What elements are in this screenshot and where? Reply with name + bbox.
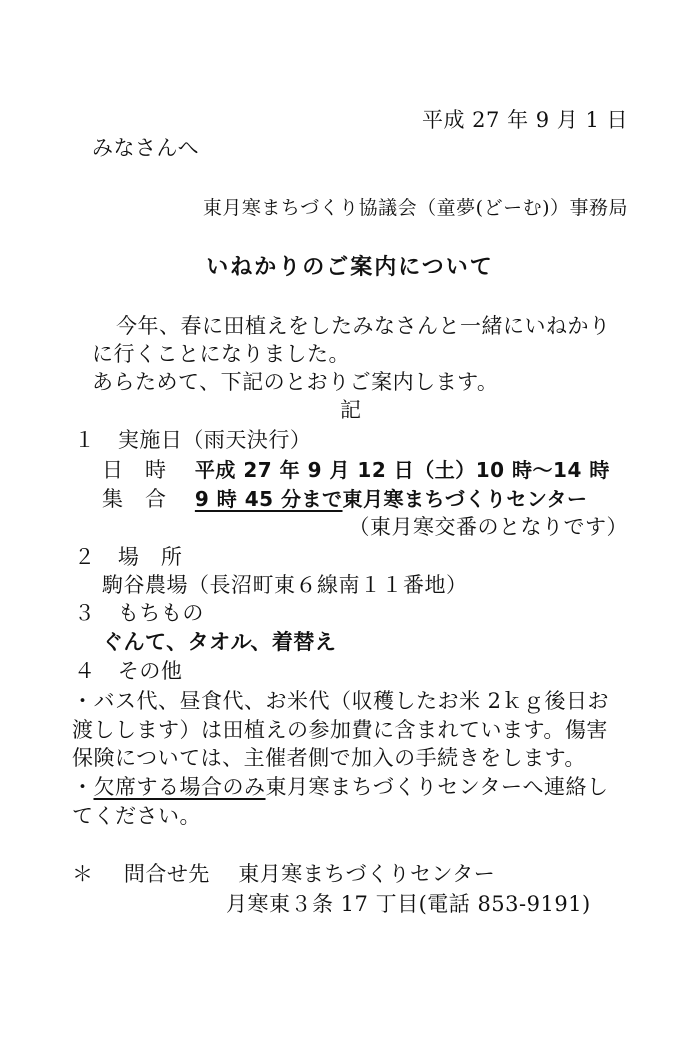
sender: 東月寒まちづくり協議会（童夢(どーむ)）事務局 [202,197,628,219]
item4-bullet1-line2: 渡しします）は田植えの参加費に含まれています。傷害 [72,718,608,742]
contact-mark: ＊ [72,862,94,886]
item1-label: 実施日（雨天決行） [117,428,312,452]
item3-number: ３ [74,601,96,625]
item4-bullet2-line1 [72,773,608,801]
date-value: 平成 27 年 9 月 12 日（土）10 時～14 時 [194,458,610,482]
item4-bullet1-line3: 保険については、主催者側で加入の手続きをします。 [72,746,586,770]
item1-gather-row [102,485,588,513]
contact-label: 問合せ先 [123,862,210,886]
intro-line-3: あらためて、下記のとおりご案内します。 [92,370,499,394]
bullet2-emphasis: 欠席する場合のみ [93,775,266,799]
document-title: いねかりのご案内について [206,255,494,280]
item1-header [74,426,311,454]
item1-date-row [102,456,610,484]
document-date: 平成 27 年 9 月 1 日 [422,108,628,132]
recipient: みなさんへ [92,136,200,160]
gather-note: （東月寒交番のとなりです） [348,515,628,539]
contact-row [72,860,495,888]
gather-time: 9 時 45 分まで [194,487,343,511]
item3-value: ぐんて、タオル、着替え [102,630,337,654]
item3-header [74,599,204,627]
bullet2-rest: 東月寒まちづくりセンターへ連絡し [265,775,609,799]
item4-label: その他 [117,659,183,683]
bullet2-prefix: ・ [72,775,94,799]
item4-bullet1-line1: ・バス代、昼食代、お米代（収穫したお米 2ｋｇ後日お [72,689,610,713]
ki-heading: 記 [340,398,362,422]
intro-line-2: に行くことになりました。 [92,342,350,366]
item2-label: 場 所 [117,545,183,569]
item2-header [74,543,182,571]
item4-number: ４ [74,659,96,683]
item1-number: １ [74,428,96,452]
contact-name: 東月寒まちづくりセンター [238,862,496,886]
item2-value: 駒谷農場（長沼町東６線南１１番地） [102,573,468,597]
contact-address: 月寒東３条 17 丁目(電話 853-9191) [226,892,591,916]
item2-number: ２ [74,545,96,569]
item3-label: もちもの [117,601,204,625]
date-label: 日 時 [102,458,167,482]
intro-line-1: 今年、春に田植えをしたみなさんと一緒にいねかり [116,314,611,338]
item4-bullet2-line2: てください。 [72,804,201,828]
item4-header [74,657,182,685]
gather-place: 東月寒まちづくりセンター [342,487,588,511]
gather-label: 集 合 [102,487,167,511]
